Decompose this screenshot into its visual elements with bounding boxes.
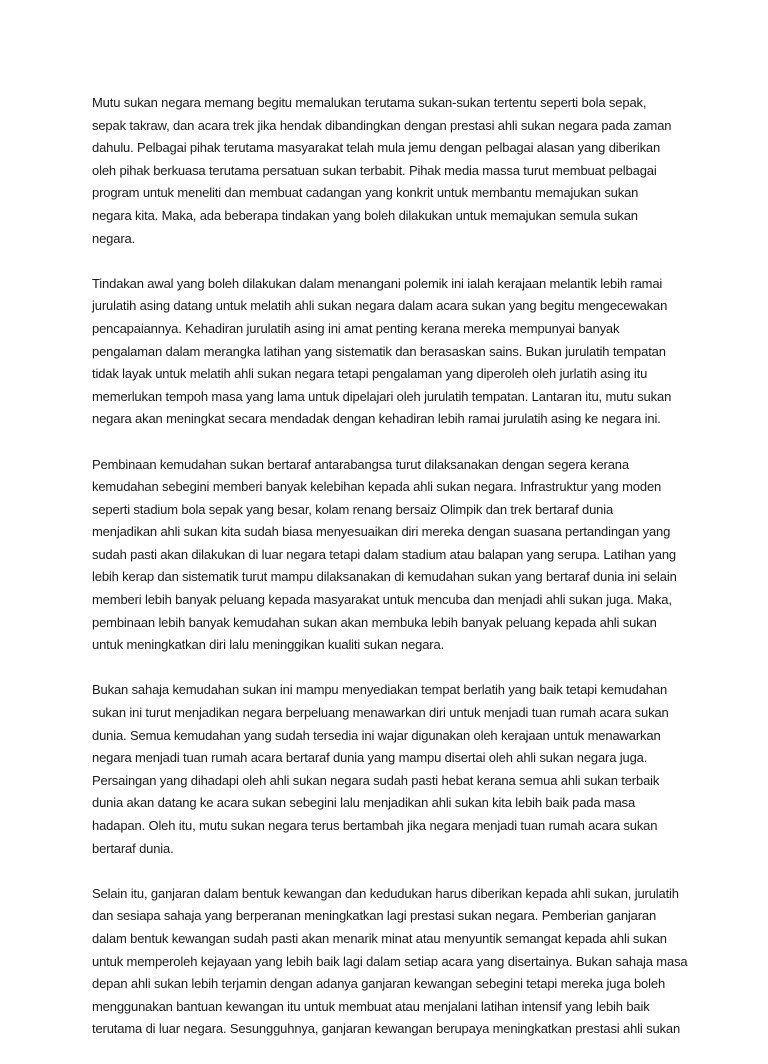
text-line: Pembinaan kemudahan sukan bertaraf antarabangsa turut dilaksanakan dengan segera kerana <box>92 456 629 472</box>
text-line: Tindakan awal yang boleh dilakukan dalam menangani polemik ini ialah kerajaan melantik lebih ramai <box>92 275 663 291</box>
text-line: Selain itu, ganjaran dalam bentuk kewangan dan kedudukan harus diberikan kepada ahli sukan, jurulatih <box>92 885 679 901</box>
text-line: Bukan sahaja kemudahan sukan ini mampu menyediakan tempat berlatih yang baik tetapi kemudahan <box>92 682 668 698</box>
text-line: Persaingan yang dihadapi oleh ahli sukan negara sudah pasti hebat kerana semua ahli sukan terbaik <box>92 772 660 788</box>
text-line: bertaraf dunia. <box>92 840 174 856</box>
text-line: negara akan meningkat secara mendadak dengan kehadiran lebih ramai jurulatih asing ke negara ini. <box>92 411 661 427</box>
text-line: sudah pasti akan dilakukan di luar negara tetapi dalam stadium atau balapan yang serupa. Latihan yang <box>92 546 676 562</box>
text-line: sukan ini turut menjadikan negara berpeluang menawarkan diri untuk menjadi tuan rumah acara sukan <box>92 705 669 721</box>
text-line: seperti stadium bola sepak yang besar, kolam renang bersaiz Olimpik dan trek bertaraf dunia <box>92 501 614 517</box>
text-line: dalam bentuk kewangan sudah pasti akan menarik minat atau menyuntik semangat kepada ahli sukan <box>92 930 667 946</box>
text-line: negara. <box>92 230 136 246</box>
text-line: dahulu. Pelbagai pihak terutama masyarakat telah mula jemu dengan pelbagai alasan yang diberikan <box>92 140 661 156</box>
text-line: jurulatih asing datang untuk melatih ahli sukan negara dalam acara sukan yang begitu mengecewakan <box>92 298 668 314</box>
text-line: terutama di luar negara. Sesungguhnya, ganjaran kewangan berupaya meningkatkan prestasi ahli sukan <box>92 1021 681 1037</box>
paragraph <box>92 454 692 657</box>
text-line: untuk memperoleh kejayaan yang lebih baik lagi dalam setiap acara yang disertainya. Bukan sahaja masa <box>92 953 688 969</box>
paragraph <box>92 679 692 860</box>
text-line: dunia akan datang ke acara sukan sebegini lalu menjadikan ahli sukan kita lebih baik pada masa <box>92 795 636 811</box>
text-line: kemudahan sebegini memberi banyak kelebihan kepada ahli sukan negara. Infrastruktur yang moden <box>92 479 662 495</box>
text-line: tidak layak untuk melatih ahli sukan negara tetapi pengalaman yang diperoleh oleh jurlatih asing itu <box>92 366 648 382</box>
text-line: dunia. Semua kemudahan yang sudah tersedia ini wajar digunakan oleh kerajaan untuk menawarkan <box>92 727 661 743</box>
text-line: pembinaan lebih banyak kemudahan sukan akan membuka lebih banyak peluang kepada ahli sukan <box>92 614 657 630</box>
text-line: depan ahli sukan lebih terjamin dengan adanya ganjaran kewangan sebegini tetapi mereka juga boleh <box>92 976 666 992</box>
paragraph <box>92 273 692 431</box>
text-line: hadapan. Oleh itu, mutu sukan negara terus bertambah jika negara menjadi tuan rumah acara sukan <box>92 818 658 833</box>
text-line: dan sesiapa sahaja yang berperanan meningkatkan lagi prestasi sukan negara. Pemberian ganjaran <box>92 908 657 924</box>
text-line: pencapaiannya. Kehadiran jurulatih asing ini amat penting kerana mereka mempunyai banyak <box>92 320 620 336</box>
text-line: oleh pihak berkuasa terutama persatuan sukan terbabit. Pihak media massa turut membuat pelbagai <box>92 162 657 178</box>
text-line: Mutu sukan negara memang begitu memalukan terutama sukan-sukan tertentu seperti bola sepak, <box>92 95 647 110</box>
text-line: lebih kerap dan sistematik turut mampu dilaksanakan di kemudahan sukan yang bertaraf dunia ini selain <box>92 569 677 585</box>
paragraph <box>92 883 692 1041</box>
text-line: negara kita. Maka, ada beberapa tindakan yang boleh dilakukan untuk memajukan semula sukan <box>92 207 638 223</box>
document-page <box>92 92 692 1064</box>
text-line: pengalaman dalam merangka latihan yang sistematik dan berasaskan sains. Bukan jurulatih tempatan <box>92 343 666 359</box>
text-line: menggunakan bantuan kewangan itu untuk membuat atau menjalani latihan intensif yang lebih baik <box>92 998 650 1014</box>
text-line: negara menjadi tuan rumah acara bertaraf dunia yang mampu disertai oleh ahli sukan negara juga. <box>92 750 648 766</box>
paragraph <box>92 92 692 250</box>
text-line: menjadikan ahli sukan kita sudah biasa menyesuaikan diri mereka dengan suasana pertandingan yang <box>92 524 671 540</box>
text-line: memberi lebih banyak peluang kepada masyarakat untuk mencuba dan menjadi ahli sukan juga. Maka, <box>92 592 672 608</box>
text-line: untuk meningkatkan diri lalu meninggikan kualiti sukan negara. <box>92 637 445 653</box>
text-line: memerlukan tempoh masa yang lama untuk dipelajari oleh jurulatih tempatan. Lantaran itu, mutu sukan <box>92 388 672 404</box>
text-line: sepak takraw, dan acara trek jika hendak dibandingkan dengan prestasi ahli sukan negara pada zaman <box>92 117 672 133</box>
text-line: program untuk meneliti dan membuat cadangan yang konkrit untuk membantu memajukan sukan <box>92 185 639 201</box>
